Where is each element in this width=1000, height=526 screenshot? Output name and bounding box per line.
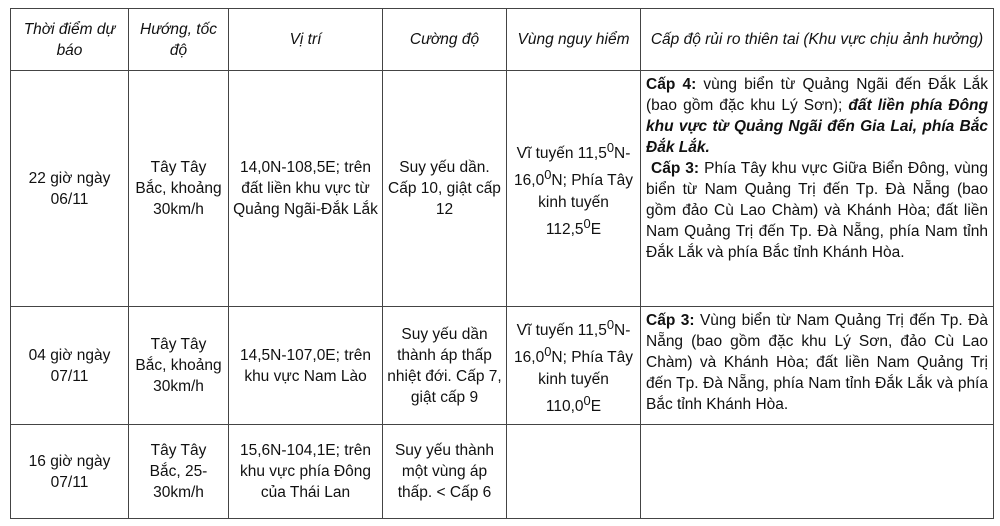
header-position: Vị trí [229, 9, 383, 71]
position-cell: 15,6N-104,1E; trên khu vực phía Đông của Thái Lan [229, 425, 383, 519]
risk-cell [641, 307, 994, 425]
danger-text: Vĩ tuyến 11,5 [516, 145, 607, 163]
position-cell: 14,5N-107,0E; trên khu vực Nam Lào [229, 307, 383, 425]
header-direction: Hướng, tốc độ [129, 9, 229, 71]
danger-text: N; Phía Tây kinh tuyến 110,0 [538, 349, 633, 415]
header-intensity: Cường độ [383, 9, 507, 71]
danger-zone-cell [507, 307, 641, 425]
risk-cell [641, 425, 994, 519]
table-row [11, 425, 994, 519]
danger-text: E [590, 220, 602, 238]
time-cell: 04 giờ ngày 07/11 [11, 307, 129, 425]
time-cell: 22 giờ ngày 06/11 [11, 71, 129, 307]
risk-level-label: Cấp 3: [646, 312, 695, 329]
header-danger-zone: Vùng nguy hiểm [507, 9, 641, 71]
degree: 0 [606, 140, 615, 156]
risk-text: vùng biển từ Quảng Ngãi đến Đắk Lắk (bao gồm đặc khu Lý Sơn); [646, 76, 988, 114]
table-row [11, 307, 994, 425]
danger-text: E [590, 397, 602, 415]
danger-zone-cell [507, 425, 641, 519]
risk-level-label: Cấp 3: [651, 160, 700, 177]
intensity-cell: Suy yếu thành một vùng áp thấp. < Cấp 6 [383, 425, 507, 519]
risk-level-label: Cấp 4: [646, 76, 697, 93]
header-time: Thời điểm dự báo [11, 9, 129, 71]
direction-cell: Tây Tây Bắc, 25-30km/h [129, 425, 229, 519]
table-row [11, 71, 994, 307]
degree: 0 [606, 317, 615, 333]
degree: 0 [583, 215, 591, 231]
position-cell: 14,0N-108,5E; trên đất liền khu vực từ Quảng Ngãi-Đắk Lắk [229, 71, 383, 307]
intensity-cell: Suy yếu dần thành áp thấp nhiệt đới. Cấp 7, giật cấp 9 [383, 307, 507, 425]
risk-text: Vùng biển từ Nam Quảng Trị đến Tp. Đà Nẵng (bao gồm đặc khu Lý Sơn, đảo Cù Lao Chàm) và Khánh Hòa; đất liền Nam Quảng Trị đến Tp. Đà Nẵng, phía Nam tỉnh Đắk Lắk và phía Bắc tỉnh Khánh Hòa. [646, 312, 988, 413]
degree: 0 [544, 167, 552, 183]
degree: 0 [583, 392, 591, 408]
risk-text: Phía Tây khu vực Giữa Biển Đông, vùng biển từ Nam Quảng Trị đến Tp. Đà Nẵng (bao gồm đảo Cù Lao Chàm) và Khánh Hòa; đất liền Nam Quảng Trị đến Tp. Đà Nẵng, phía Nam tỉnh Đắk Lắk và phía Bắc tỉnh Khánh Hòa. [646, 160, 988, 261]
direction-cell: Tây Tây Bắc, khoảng 30km/h [129, 307, 229, 425]
danger-text: N; Phía Tây kinh tuyến 112,5 [538, 172, 633, 238]
header-risk-level: Cấp độ rủi ro thiên tai (Khu vực chịu ảnh hưởng) [641, 9, 994, 71]
risk-text-emphasis: đất liền phía Đông khu vực từ Quảng Ngãi đến Gia Lai, phía Bắc Đắk Lắk. [646, 97, 988, 156]
intensity-cell: Suy yếu dần. Cấp 10, giật cấp 12 [383, 71, 507, 307]
risk-cell [641, 71, 994, 307]
danger-text: N-16,0 [514, 322, 631, 367]
degree: 0 [544, 344, 552, 360]
direction-cell: Tây Tây Bắc, khoảng 30km/h [129, 71, 229, 307]
danger-text: Vĩ tuyến 11,5 [516, 322, 607, 340]
danger-zone-cell [507, 71, 641, 307]
header-row [11, 9, 994, 71]
time-cell: 16 giờ ngày 07/11 [11, 425, 129, 519]
forecast-table [10, 8, 994, 519]
danger-text: N-16,0 [514, 145, 631, 190]
